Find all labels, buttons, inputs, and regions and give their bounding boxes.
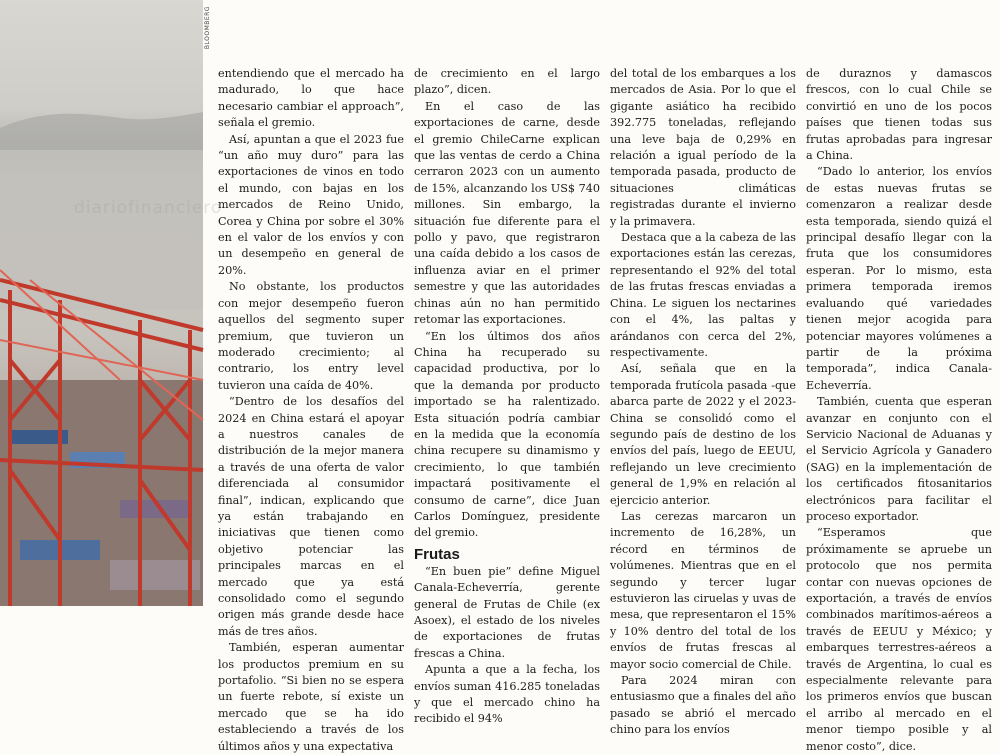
article-column-1 [218, 66, 404, 753]
paragraph: de duraznos y damascos frescos, con lo cual Chile se convirtió en uno de los pocos países que tienen todas sus frutas aprobadas para ingresar a China. [806, 67, 992, 163]
paragraph: “En los últimos dos años China ha recuperado su capacidad productiva, por lo que la demanda por producto importado se ha ralentizado. Esta situación podría cambiar en la medida que la economía china recupere su dinamismo y crecimiento, lo que también impactará positivamente el consumo de carne”, dice Juan Carlos Domínguez, presidente del gremio. [414, 329, 600, 540]
paragraph: “Dado lo anterior, los envíos de estas nuevas frutas se comenzaron a realizar desde esta temporada, siendo quizá el principal desafío llegar con la fruta que los consumidores esperan. Por lo mismo, esta primera temporada iremos evaluando qué variedades tienen mejor acogida para potenciar mayores volúmenes a partir de la próxima temporada”, indica Canala-Echeverría. [806, 165, 992, 392]
paragraph: También, cuenta que esperan avanzar en conjunto con el Servicio Nacional de Aduanas y el Servicio Agrícola y Ganadero (SAG) en la implementación de los certificados fitosanitarios electrónicos para facilitar el proceso exportador. [806, 395, 992, 523]
paragraph: Así, apuntan a que el 2023 fue “un año muy duro” para las exportaciones de vinos en todo el mundo, con bajas en los mercados de Reino Unido, Corea y China por sobre el 30% en el valor de los envíos y con un desempeño en general de 20%. [218, 132, 404, 277]
watermark: diariofinanciero [74, 198, 223, 218]
section-heading: Frutas [414, 545, 460, 563]
paragraph: Las cerezas marcaron un incremento de 16,28%, un récord en términos de volúmenes. Mientras que en el segundo y tercer lugar estuvieron las ciruelas y uvas de mesa, que representaron el 15% y 10% dentro del total de los envíos de frutas frescas al mayor socio comercial de Chile. [610, 509, 796, 671]
paragraph: “Dentro de los desafíos del 2024 en China estará el apoyar a nuestros canales de distribución de la mejor manera a través de una oferta de valor diferenciada al consumidor final”, indican, explicando que ya están trabajando en iniciativas que tienen como objetivo potenciar las principales marcas en el mercado que ya está consolidado como el segundo origen más grande desde hace más de tres años. [218, 395, 404, 638]
paragraph: de crecimiento en el largo plazo”, dicen. [414, 67, 600, 97]
article-column-3 [610, 66, 796, 737]
photo-credit: BLOOMBERG [204, 6, 211, 50]
paragraph: del total de los embarques a los mercados de Asia. Por lo que el gigante asiático ha recibido 392.775 toneladas, reflejando una leve baja de 0,29% en relación a igual período de la temporada pasada, producto de situaciones climáticas registradas durante el invierno y la primavera. [610, 67, 796, 228]
article-column-2 [414, 66, 600, 726]
port-cranes-illustration [0, 0, 203, 606]
port-cranes-photo [0, 0, 203, 606]
paragraph: Para 2024 miran con entusiasmo que a finales del año pasado se abrió el mercado chino para los envíos [610, 674, 796, 737]
paragraph: entendiendo que el mercado ha madurado, lo que hace necesario cambiar el approach”, señala el gremio. [218, 67, 404, 130]
paragraph: Así, señala que en la temporada frutícola pasada -que abarca parte de 2022 y el 2023- China se consolidó como el segundo país de destino de los envíos del país, luego de EEUU, reflejando un leve crecimiento general de 1,9% en relación al ejercicio anterior. [610, 362, 796, 507]
paragraph: También, esperan aumentar los productos premium en su portafolio. “Si bien no se espera un fuerte rebote, sí existe un mercado que se ha ido estableciendo a través de los últimos años y una expectativa [218, 641, 404, 753]
article-column-4 [806, 66, 992, 753]
paragraph: En el caso de las exportaciones de carne, desde el gremio ChileCarne explican que las ventas de cerdo a China cerraron 2023 con un aumento de 15%, alcanzando los US$ 740 millones. Sin embargo, la situación fue diferente para el pollo y pavo, que registraron una caída debido a los casos de influenza aviar en el primer semestre y que las autoridades chinas aún no han permitido retomar las exportaciones. [414, 99, 600, 327]
paragraph: Apunta a que a la fecha, los envíos suman 416.285 toneladas y que el mercado chino ha recibido el 94% [414, 663, 600, 726]
paragraph: “En buen pie” define Miguel Canala-Echeverría, gerente general de Frutas de Chile (ex Asoex), el estado de los niveles de exportaciones de frutas frescas a China. [414, 564, 600, 660]
paragraph: Destaca que a la cabeza de las exportaciones están las cerezas, representando el 92% del total de las frutas frescas enviadas a China. Le siguen los nectarines con el 4%, las paltas y arándanos con cerca del 2%, respectivamente. [610, 231, 796, 359]
paragraph: “Esperamos que próximamente se apruebe un protocolo que nos permita contar con nuevas opciones de exportación, a través de envíos combinados marítimos-aéreos a través de EEUU y México; y embarques terrestres-aéreos a través de Argentina, lo cual es especialmente relevante para los primeros envíos que buscan el arribo al mercado en el menor tiempo posible y al menor costo”, dice. [806, 526, 992, 753]
paragraph: No obstante, los productos con mejor desempeño fueron aquellos del segmento super premium, que tuvieron un moderado crecimiento; al contrario, los entry level tuvieron una caída de 40%. [218, 280, 404, 392]
